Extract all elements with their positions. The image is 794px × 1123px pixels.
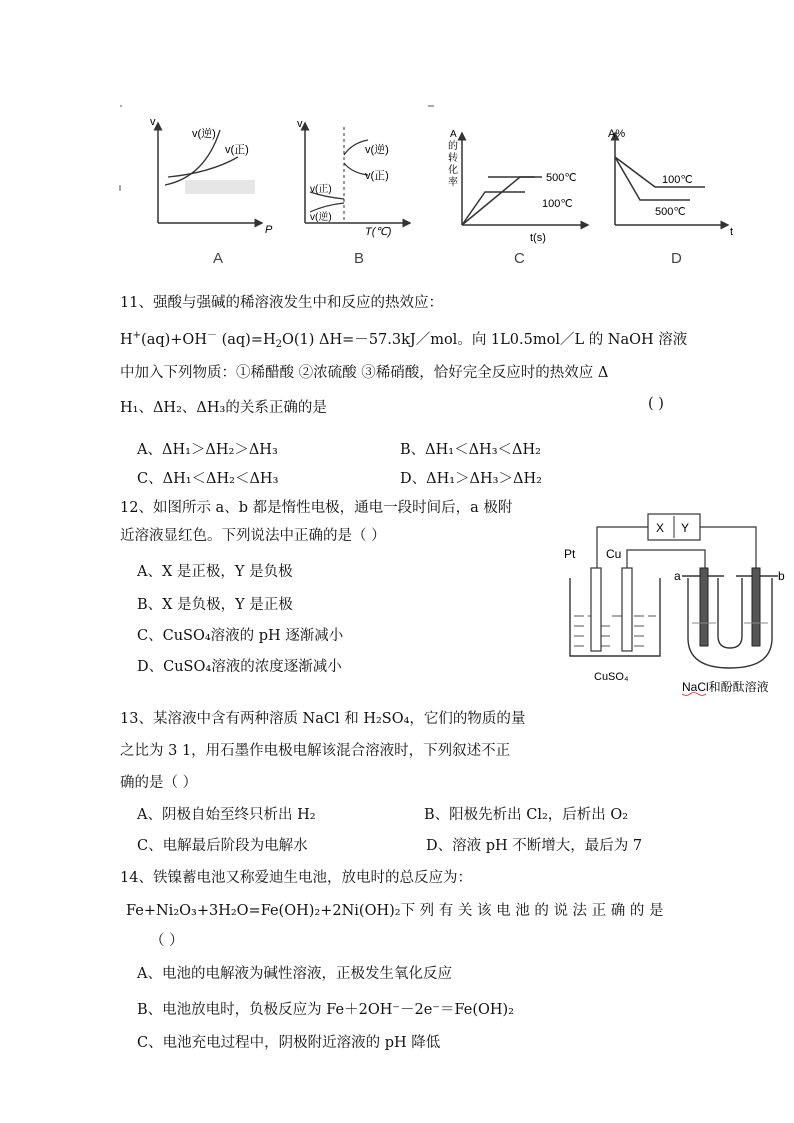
graph-c-series2: 100℃: [542, 198, 573, 210]
q14-line2: Fe+Ni₂O₃+3H₂O=Fe(OH)₂+2Ni(OH)₂下 列 有 关 该 电 池 的 说 法 正 确 的 是: [126, 903, 664, 919]
electrode-b: [752, 568, 760, 646]
pt-label: Pt: [564, 547, 576, 561]
q14-bracket: （ ）: [150, 933, 184, 949]
q12-option-a: A、X 是正极，Y 是负极: [137, 564, 293, 580]
q13-option-c: C、电解最后阶段为电解水: [137, 838, 308, 854]
graph-c: [448, 129, 588, 244]
q14-option-a: A、电池的电解液为碱性溶液，正极发生氧化反应: [137, 966, 452, 982]
graph-a-label: A: [213, 250, 224, 267]
q11-equation: H+(aq)+OH－ $(aq)=H_2O(1)$ ΔH=－57.3kJ／mol。向 1L0.5mol／L 的 NaOH 溶液: [120, 330, 688, 350]
graph-d-series2: 500℃: [655, 206, 686, 218]
graph-d-xlabel: t: [730, 226, 734, 238]
q13-line1: 13、某溶液中含有两种溶质 NaCl 和 H₂SO₄，它们的物质的量: [120, 711, 526, 727]
q11-option-b: B、ΔH₁＜ΔH₃＜ΔH₂: [400, 442, 541, 458]
q13-option-a: A、阴极自始至终只析出 H₂: [137, 807, 316, 823]
graph-c-ylabel: A 的转化率: [448, 129, 458, 188]
graph-b-curve4: v(逆): [310, 212, 332, 223]
q11-option-c: C、ΔH₁＜ΔH₂＜ΔH₃: [137, 471, 279, 487]
q11-line4: H₁、ΔH₂、ΔH₃的关系正确的是: [120, 400, 327, 416]
q13-line3: 确的是（ ）: [120, 775, 198, 791]
graphs-figure: [110, 95, 740, 275]
graph-b-label: B: [354, 250, 365, 267]
electrode-y-label: Y: [681, 521, 690, 535]
graph-a-curve2: v(正): [225, 144, 249, 156]
cu-electrode: [622, 568, 632, 651]
graph-a-ylabel: v: [150, 116, 156, 128]
q14-line1: 14、铁镍蓄电池又称爱迪生电池，放电时的总反应为：: [120, 870, 472, 886]
q12-option-c: C、CuSO₄溶液的 pH 逐渐减小: [137, 628, 344, 644]
pt-electrode: [591, 568, 601, 651]
graph-c-xlabel: t(s): [530, 232, 546, 244]
right-solution-label: NaCl和酚酞溶液: [682, 680, 769, 694]
q11-line3: 中加入下列物质：①稀醋酸 ②浓硫酸 ③稀硝酸，恰好完全反应时的热效应 Δ: [120, 365, 609, 381]
graph-a-xlabel: P: [265, 224, 273, 236]
graph-b: [297, 118, 410, 238]
q12-line2: 近溶液显红色。下列说法中正确的是（ ）: [120, 528, 386, 544]
graph-b-curve2: v(正): [365, 170, 389, 182]
q11-stem: 11、强酸与强碱的稀溶液发生中和反应的热效应：: [120, 295, 443, 311]
q14-option-c: C、电池充电过程中，阴极附近溶液的 pH 降低: [137, 1035, 441, 1051]
graph-d-series1: 100℃: [662, 174, 693, 186]
graph-c-label: C: [514, 250, 525, 267]
graph-b-curve3: v(正): [310, 184, 332, 195]
cu-label: Cu: [606, 547, 622, 561]
graph-a-curve1: v(逆): [192, 128, 216, 140]
electrode-x-label: X: [656, 521, 665, 535]
q13-option-d: D、溶液 pH 不断增大，最后为 7: [426, 838, 643, 854]
q11-bracket: ( ): [648, 396, 664, 412]
graph-d: [608, 128, 733, 238]
graph-c-series1: 500℃: [546, 172, 577, 184]
left-solution-label: CuSO₄: [594, 671, 629, 683]
electrode-a-label: a: [674, 569, 681, 583]
graph-b-curve1: v(逆): [365, 144, 389, 156]
q11-option-a: A、ΔH₁＞ΔH₂＞ΔH₃: [137, 442, 278, 458]
q13-line2: 之比为 3 1，用石墨作电极电解该混合溶液时，下列叙述不正: [120, 743, 511, 759]
graph-d-label: D: [671, 250, 682, 267]
q12-option-d: D、CuSO₄溶液的浓度逐渐减小: [137, 659, 342, 675]
electrode-b-label: b: [778, 569, 785, 583]
q12-line1: 12、如图所示 a、b 都是惰性电极，通电一段时间后，a 极附: [120, 500, 513, 516]
graph-b-xlabel: T(℃): [365, 226, 392, 238]
q13-option-b: B、阳极先析出 Cl₂，后析出 O₂: [424, 807, 629, 823]
q11-option-d: D、ΔH₁＞ΔH₃＞ΔH₂: [400, 471, 542, 487]
q12-option-b: B、X 是负极，Y 是正极: [137, 597, 293, 613]
graph-b-ylabel: v: [297, 118, 303, 130]
graph-a: [150, 116, 273, 236]
electrode-a: [700, 568, 708, 646]
electrolysis-figure: [560, 508, 790, 698]
graph-d-ylabel: A%: [608, 128, 626, 140]
q14-option-b: B、电池放电时，负极反应为 Fe＋2OH⁻－2e⁻＝Fe(OH)₂: [137, 1002, 514, 1018]
